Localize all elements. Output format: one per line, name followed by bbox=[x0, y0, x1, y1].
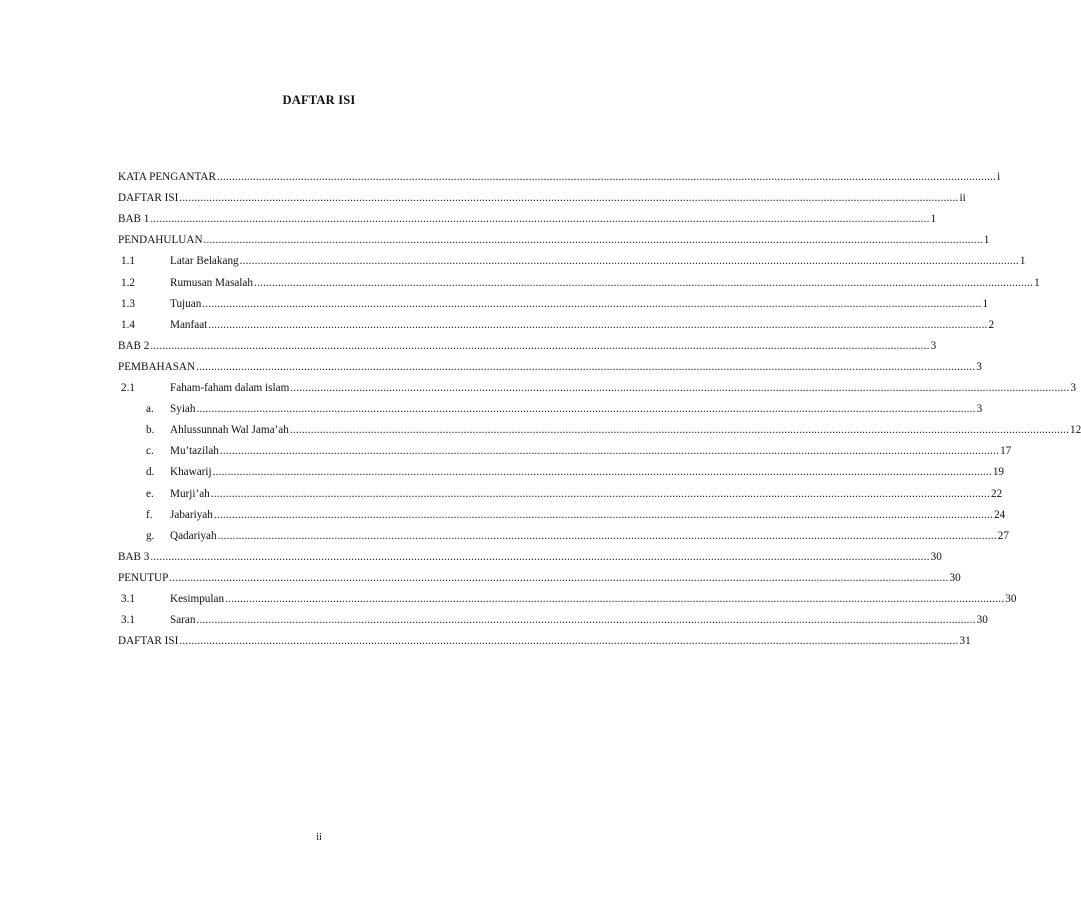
toc-entry-number: 2.1 bbox=[121, 382, 135, 394]
toc-entry-label: Jabariyah bbox=[170, 508, 213, 521]
page-title: DAFTAR ISI bbox=[282, 93, 356, 107]
toc-entry-number: 1.2 bbox=[121, 276, 135, 289]
dot-leader: .................................................................................................................................................................................................................................................................... bbox=[219, 445, 1000, 458]
dot-leader: .................................................................................................................................................................................................................................................................... bbox=[217, 529, 997, 542]
toc-entry-label: Murji’ah bbox=[170, 487, 210, 500]
toc-entry-label: PENDAHULUAN bbox=[118, 234, 203, 247]
toc-entry-page: 30 bbox=[976, 614, 988, 627]
toc-entry bbox=[121, 297, 989, 316]
toc-entry-page: 1 bbox=[982, 297, 989, 310]
toc-entry-label: BAB 1 bbox=[118, 213, 150, 226]
toc-entry-page: 3 bbox=[1070, 382, 1077, 394]
toc-entry-label: Tujuan bbox=[170, 297, 202, 310]
toc-entry bbox=[146, 508, 1006, 527]
toc-entry-page: 31 bbox=[959, 635, 971, 648]
toc-entry-page: 12 bbox=[1070, 424, 1081, 437]
toc-entry-number: c. bbox=[146, 445, 154, 458]
toc-entry-number: d. bbox=[146, 466, 155, 479]
toc-entry-page: 19 bbox=[992, 466, 1005, 479]
dot-leader: .................................................................................................................................................................................................................................................................... bbox=[196, 360, 976, 373]
dot-leader: .................................................................................................................................................................................................................................................................... bbox=[213, 508, 994, 521]
toc-entry-label: Latar Belakang bbox=[170, 255, 239, 268]
dot-leader: .................................................................................................................................................................................................................................................................... bbox=[202, 297, 982, 310]
toc-entry bbox=[121, 318, 995, 337]
toc-entry-label: Kesimpulan bbox=[170, 593, 225, 605]
toc-entry-label: DAFTAR ISI bbox=[118, 192, 179, 205]
toc-entry bbox=[118, 213, 937, 231]
toc-entry bbox=[118, 360, 982, 379]
toc-entry bbox=[146, 445, 1012, 463]
toc-entry-page: 1 bbox=[983, 234, 990, 247]
toc-entry-number: 3.1 bbox=[121, 593, 135, 605]
toc-entry-label: BAB 3 bbox=[118, 550, 150, 563]
toc-entry-label: Khawarij bbox=[170, 466, 212, 479]
toc-entry-page: 17 bbox=[1000, 445, 1012, 458]
dot-leader: .................................................................................................................................................................................................................................................................... bbox=[150, 339, 930, 352]
toc-entry-page: 2 bbox=[988, 318, 995, 331]
toc-entry-label: Saran bbox=[170, 614, 196, 627]
toc-entry-label: KATA PENGANTAR bbox=[118, 171, 216, 183]
toc-entry bbox=[121, 614, 988, 632]
toc-entry-number: 1.1 bbox=[121, 255, 135, 268]
toc-entry bbox=[146, 487, 1003, 506]
toc-entry-page: 30 bbox=[930, 550, 942, 563]
toc-entry bbox=[118, 571, 961, 590]
toc-entry bbox=[121, 276, 1040, 295]
dot-leader: .................................................................................................................................................................................................................................................................... bbox=[150, 213, 930, 226]
toc-entry-page: 1 bbox=[930, 213, 937, 226]
dot-leader: .................................................................................................................................................................................................................................................................... bbox=[212, 466, 992, 479]
toc-entry bbox=[118, 550, 942, 569]
toc-entry bbox=[121, 593, 1017, 611]
toc-entry-label: DAFTAR ISI bbox=[118, 635, 179, 648]
dot-leader: .................................................................................................................................................................................................................................................................... bbox=[210, 487, 990, 500]
toc-entry bbox=[146, 403, 983, 421]
dot-leader: .................................................................................................................................................................................................................................................................... bbox=[289, 424, 1070, 437]
dot-leader: .................................................................................................................................................................................................................................................................... bbox=[150, 550, 930, 563]
page-number-footer: ii bbox=[316, 832, 322, 843]
toc-entry-label: Ahlussunnah Wal Jama’ah bbox=[170, 424, 289, 437]
dot-leader: .................................................................................................................................................................................................................................................................... bbox=[179, 635, 959, 648]
toc-entry-page: 3 bbox=[930, 339, 937, 352]
toc-entry bbox=[118, 339, 937, 358]
toc-entry-page: 22 bbox=[990, 487, 1003, 500]
toc-entry-label: Rumusan Masalah bbox=[170, 276, 253, 289]
toc-entry-label: BAB 2 bbox=[118, 339, 150, 352]
dot-leader: .................................................................................................................................................................................................................................................................... bbox=[208, 318, 988, 331]
toc-entry-page: 1 bbox=[1019, 255, 1026, 268]
toc-entry-page: 27 bbox=[997, 529, 1009, 542]
dot-leader: .................................................................................................................................................................................................................................................................... bbox=[290, 382, 1070, 394]
toc-entry-page: ii bbox=[959, 192, 966, 205]
dot-leader: .................................................................................................................................................................................................................................................................... bbox=[169, 571, 949, 584]
toc-entry-label: PENUTUP bbox=[118, 571, 169, 584]
dot-leader: .................................................................................................................................................................................................................................................................... bbox=[225, 593, 1005, 605]
toc-entry-page: 1 bbox=[1034, 276, 1040, 289]
toc-entry-label: Syiah bbox=[170, 403, 196, 416]
toc-entry bbox=[121, 382, 1077, 400]
toc-entry-number: e. bbox=[146, 487, 154, 500]
toc-entry bbox=[118, 234, 990, 252]
toc-entry-number: g. bbox=[146, 529, 155, 542]
dot-leader: .................................................................................................................................................................................................................................................................... bbox=[196, 614, 976, 627]
toc-entry-page: 30 bbox=[949, 571, 961, 584]
toc-entry-page: 3 bbox=[976, 360, 982, 373]
toc-entry-label: Manfaat bbox=[170, 318, 208, 331]
toc-entry bbox=[146, 466, 1005, 484]
toc-entry bbox=[118, 192, 966, 210]
toc-entry bbox=[146, 424, 1081, 442]
dot-leader: .................................................................................................................................................................................................................................................................... bbox=[203, 234, 983, 247]
dot-leader: .................................................................................................................................................................................................................................................................... bbox=[253, 276, 1034, 289]
toc-entry bbox=[121, 255, 1026, 273]
toc-entry-number: 1.4 bbox=[121, 318, 135, 331]
toc-entry-label: Mu’tazilah bbox=[170, 445, 219, 458]
dot-leader: .................................................................................................................................................................................................................................................................... bbox=[179, 192, 959, 205]
toc-entry-number: a. bbox=[146, 403, 154, 416]
toc-entry bbox=[118, 171, 1001, 189]
toc-entry-number: f. bbox=[146, 508, 153, 521]
dot-leader: .................................................................................................................................................................................................................................................................... bbox=[196, 403, 976, 416]
toc-entry-page: 3 bbox=[976, 403, 983, 416]
toc-entry-number: 1.3 bbox=[121, 297, 135, 310]
toc-entry-page: i bbox=[997, 171, 1001, 183]
toc-entry-page: 24 bbox=[994, 508, 1006, 521]
toc-entry-number: b. bbox=[146, 424, 155, 437]
toc-entry-label: PEMBAHASAN bbox=[118, 360, 196, 373]
dot-leader: .................................................................................................................................................................................................................................................................... bbox=[239, 255, 1019, 268]
toc-entry-page: 30 bbox=[1005, 593, 1017, 605]
toc-entry-label: Qadariyah bbox=[170, 529, 217, 542]
toc-entry-number: 3.1 bbox=[121, 614, 135, 627]
toc-entry-label: Faham-faham dalam islam bbox=[170, 382, 290, 394]
dot-leader: .................................................................................................................................................................................................................................................................... bbox=[216, 171, 997, 183]
toc-entry bbox=[118, 635, 971, 653]
toc-entry bbox=[146, 529, 1009, 548]
